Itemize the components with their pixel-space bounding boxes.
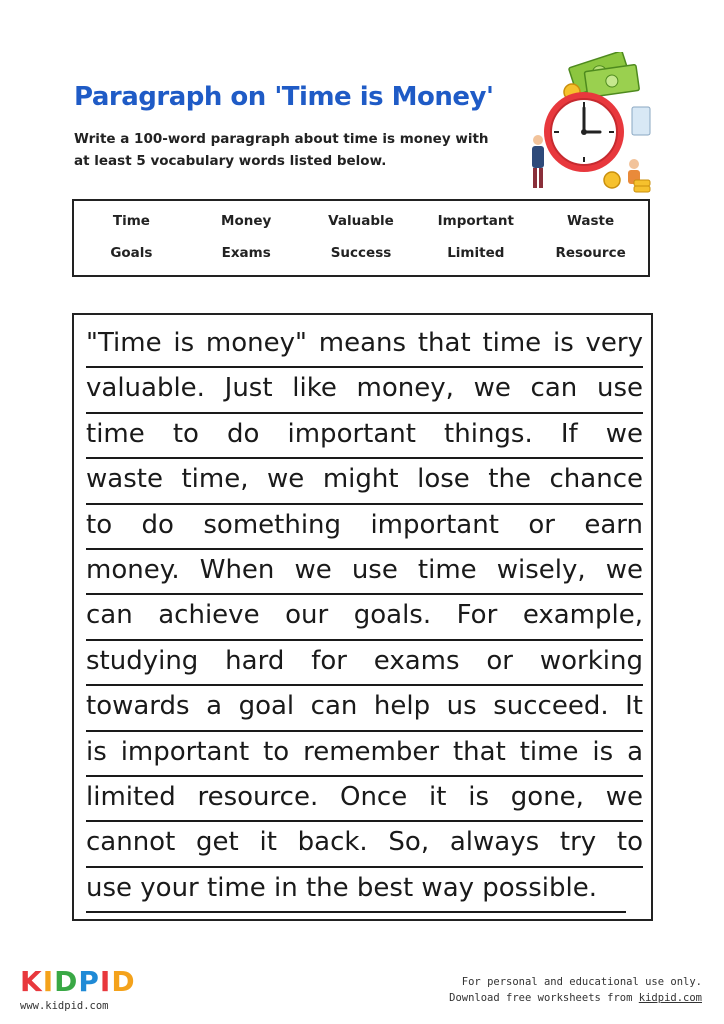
worksheet-title: Paragraph on 'Time is Money'	[74, 82, 494, 112]
kidpid-logo[interactable]	[20, 965, 136, 1012]
paragraph-line: limited resource. Once it is gone, we	[86, 777, 643, 822]
paragraph-line: is important to remember that time is a	[86, 732, 643, 777]
instructions-text: Write a 100-word paragraph about time is money with at least 5 vocabulary words listed below.	[74, 131, 489, 169]
paragraph-line: to do something important or earn	[86, 505, 643, 550]
footer-line-2-prefix: Download free worksheets from	[449, 992, 639, 1004]
paragraph-box	[72, 313, 653, 921]
paragraph-line: money. When we use time wisely, we	[86, 550, 643, 595]
vocab-word: Success	[330, 245, 392, 261]
logo-letter: I	[42, 965, 55, 998]
vocab-word: Waste	[567, 213, 615, 229]
vocab-word: Goals	[110, 245, 153, 261]
vocab-word: Resource	[555, 245, 626, 261]
vocab-word: Valuable	[328, 213, 394, 229]
vocabulary-row	[74, 245, 648, 261]
paragraph-lines	[86, 323, 643, 913]
footer-line-1: For personal and educational use only.	[461, 976, 702, 988]
footer-link[interactable]: kidpid.com	[638, 992, 702, 1004]
vocabulary-row	[74, 213, 648, 229]
vocab-word: Important	[437, 213, 514, 229]
footer-line-2	[449, 990, 702, 1006]
logo-letter: I	[99, 965, 112, 998]
logo-text	[20, 965, 136, 998]
logo-url: www.kidpid.com	[20, 1000, 109, 1012]
logo-letter: P	[78, 965, 100, 998]
paragraph-line: towards a goal can help us succeed. It	[86, 686, 643, 731]
vocab-word: Time	[112, 213, 150, 229]
clock-money-illustration-icon	[522, 52, 652, 194]
paragraph-line: use your time in the best way possible.	[86, 868, 626, 913]
paragraph-line: can achieve our goals. For example,	[86, 595, 643, 640]
logo-letter: D	[111, 965, 136, 998]
vocabulary-box	[72, 199, 650, 277]
vocab-word: Limited	[447, 245, 505, 261]
paragraph-line: waste time, we might lose the chance	[86, 459, 643, 504]
footer-note	[449, 974, 702, 1006]
logo-letter: K	[20, 965, 43, 998]
logo-letter: D	[54, 965, 79, 998]
paragraph-line: cannot get it back. So, always try to	[86, 822, 643, 867]
paragraph-line: studying hard for exams or working	[86, 641, 643, 686]
paragraph-line: time to do important things. If we	[86, 414, 643, 459]
paragraph-line: "Time is money" means that time is very	[86, 323, 643, 368]
vocab-word: Money	[221, 213, 272, 229]
paragraph-line: valuable. Just like money, we can use	[86, 368, 643, 413]
vocab-word: Exams	[221, 245, 271, 261]
